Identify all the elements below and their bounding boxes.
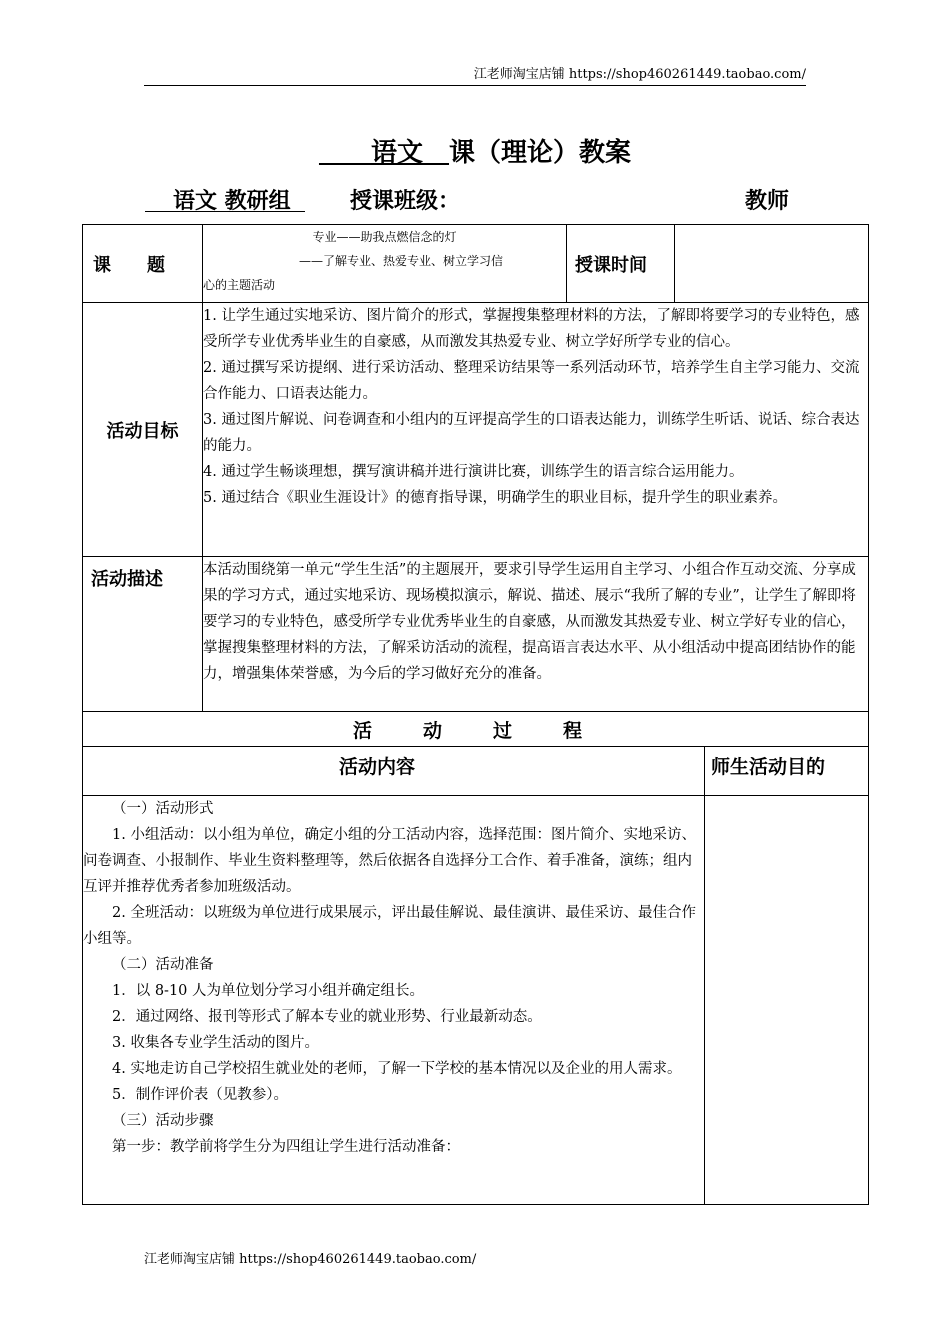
goal-item: 5. 通过结合《职业生涯设计》的德育指导课，明确学生的职业目标，提升学生的职业素养。 — [203, 490, 787, 506]
description-label: 活动描述 — [83, 557, 203, 712]
header-shop-link[interactable]: 江老师淘宝店铺 https://shop460261449.taobao.com/ — [473, 67, 806, 82]
content-paragraph: 5．制作评价表（见教参）。 — [112, 1087, 288, 1103]
footer-shop-link[interactable]: 江老师淘宝店铺 https://shop460261449.taobao.com/ — [144, 1252, 477, 1267]
content-paragraph: 4. 实地走访自己学校招生就业处的老师，了解一下学校的基本情况以及企业的用人需求。 — [112, 1061, 682, 1077]
goal-item: 2. 通过撰写采访提纲、进行采访活动、整理采访结果等一系列活动环节，培养学生自主学习能力、交流合作能力、口语表达能力。 — [203, 360, 860, 402]
time-label: 授课时间 — [567, 225, 675, 303]
purpose-column-header: 师生活动目的 — [705, 747, 869, 796]
content-paragraph: 2. 全班活动：以班级为单位进行成果展示，评出最佳解说、最佳演讲、最佳采访、最佳合作小组等。 — [83, 905, 696, 947]
goal-item: 4. 通过学生畅谈理想，撰写演讲稿并进行演讲比赛，训练学生的语言综合运用能力。 — [203, 464, 744, 480]
goals-label: 活动目标 — [83, 303, 203, 557]
teaching-group: 语文 教研组 — [173, 189, 291, 214]
topic-line-1: 专业——助我点燃信念的灯 — [312, 230, 457, 244]
topic-line-2: ——了解专业、热爱专业、树立学习信 — [299, 254, 504, 268]
page-title — [0, 132, 950, 169]
content-paragraph: 2．通过网络、报刊等形式了解本专业的就业形势、行业最新动态。 — [112, 1009, 542, 1025]
goal-item: 1. 让学生通过实地采访、图片简介的形式，掌握搜集整理材料的方法，了解即将要学习的专业特色，感受所学专业优秀毕业生的自豪感，从而激发其热爱专业、树立学好所学专业的信心。 — [203, 308, 860, 350]
goals-row — [83, 303, 869, 557]
goals-cell — [203, 303, 869, 557]
topic-label: 课 题 — [83, 225, 203, 303]
topic-row — [83, 225, 869, 303]
process-title: 活 动 过 程 — [83, 712, 869, 747]
title-rest: 课（理论）教案 — [449, 138, 632, 168]
section-heading: （三）活动步骤 — [112, 1113, 214, 1129]
activity-purpose — [705, 796, 869, 1205]
section-heading: （一）活动形式 — [112, 801, 214, 817]
content-paragraph: 1．以 8-10 人为单位划分学习小组并确定组长。 — [112, 983, 425, 999]
description-text: 本活动围绕第一单元“学生生活”的主题展开，要求引导学生运用自主学习、小组合作互动交流、分享成果的学习方式，通过实地采访、现场模拟演示，解说、描述、展示“我所了解的专业”，让学生了解即将要学习的专业特色，感受所学专业优秀毕业生的自豪感，从而激发其热爱专业、树立学好专业的信心，掌握搜集整理材料的方法，了解采访活动的流程，提高语言表达水平、从小组活动中提高团结协作的能力，增强集体荣誉感，为今后的学习做好充分的准备。 — [203, 557, 869, 712]
content-paragraph: 1. 小组活动：以小组为单位，确定小组的分工活动内容，选择范围：图片简介、实地采访、问卷调查、小报制作、毕业生资料整理等，然后依据各自选择分工合作、着手准备，演练；组内互评并推荐优秀者参加班级活动。 — [83, 827, 696, 895]
content-column-header: 活动内容 — [83, 747, 705, 796]
subtitle-row — [145, 184, 795, 212]
process-header-row — [83, 747, 869, 796]
subtitle-underline — [145, 211, 305, 212]
page-header — [144, 66, 806, 86]
topic-line-3: 心的主题活动 — [203, 278, 276, 292]
title-subject: 语文 — [370, 138, 423, 168]
time-value[interactable] — [675, 225, 869, 303]
goal-item: 3. 通过图片解说、问卷调查和小组内的互评提高学生的口语表达能力，训练学生听话、说话、综合表达的能力。 — [203, 412, 860, 454]
content-paragraph: 3. 收集各专业学生活动的图片。 — [112, 1035, 319, 1051]
teacher-label: 教师 — [745, 189, 790, 214]
content-paragraph: 第一步：教学前将学生分为四组让学生进行活动准备： — [112, 1139, 460, 1155]
lesson-plan-table — [82, 224, 869, 1205]
activity-content — [83, 796, 705, 1205]
topic-cell — [203, 225, 567, 303]
process-title-row — [83, 712, 869, 747]
class-label: 授课班级： — [350, 189, 461, 214]
description-row — [83, 557, 869, 712]
process-content-row — [83, 796, 869, 1205]
page-footer — [144, 1248, 476, 1267]
section-heading: （二）活动准备 — [112, 957, 214, 973]
